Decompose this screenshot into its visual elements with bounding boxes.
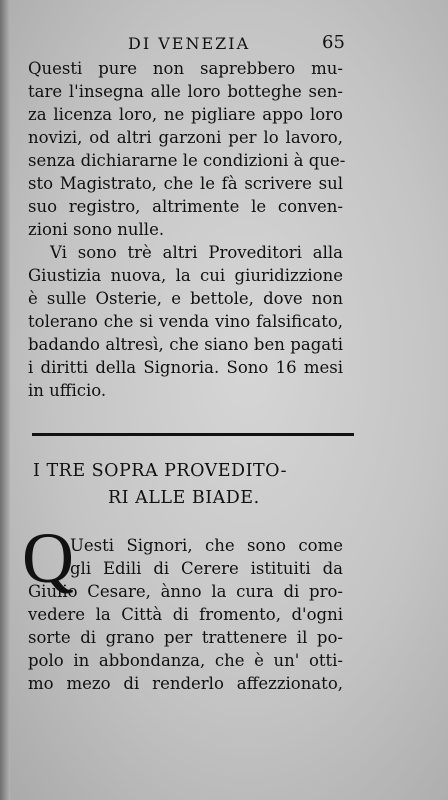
- text-line: in ufficio.: [28, 381, 107, 400]
- text-line: mo mezo di renderlo affezzionato,: [28, 674, 343, 693]
- text-line: gli Edili di Cerere istituiti da: [70, 559, 343, 578]
- text-line: Vi sono trè altri Proveditori alla: [50, 243, 343, 262]
- text-line: tolerano che si venda vino falsificato,: [28, 312, 343, 331]
- section-divider: [32, 433, 354, 436]
- text-line: vedere la Città di fromento, d'ogni: [28, 605, 343, 624]
- text-line: Uesti Signori, che sono come: [70, 536, 343, 555]
- paragraph-2: [28, 241, 343, 402]
- text-line: sto Magistrato, che le fà scrivere sul: [28, 174, 343, 193]
- heading-line: I TRE SOPRA PROVEDITO-: [33, 461, 288, 481]
- page-header: [0, 34, 448, 58]
- text-line: Questi pure non saprebbero mu-: [28, 59, 343, 78]
- drop-cap: Q: [22, 518, 74, 598]
- text-line: sorte di grano per trattenere il po-: [28, 628, 343, 647]
- page-number: 65: [322, 32, 345, 53]
- text-line: i diritti della Signoria. Sono 16 mesi: [28, 358, 343, 377]
- paragraph-1: [28, 57, 346, 241]
- heading-line: RI ALLE BIADE.: [108, 488, 260, 508]
- text-line: Giulio Cesare, ànno la cura di pro-: [28, 582, 343, 601]
- running-head: DI VENEZIA: [128, 34, 251, 53]
- text-line: za licenza loro, ne pigliare appo loro: [28, 105, 343, 124]
- text-line: polo in abbondanza, che è un' otti-: [28, 651, 343, 670]
- text-line: Giustizia nuova, la cui giuridizzione: [28, 266, 343, 285]
- text-line: tare l'insegna alle loro botteghe sen-: [28, 82, 343, 101]
- page-edge: [0, 0, 10, 800]
- text-line: suo registro, altrimente le conven-: [28, 197, 343, 216]
- section-heading: [33, 458, 343, 512]
- text-line: senza dichiararne le condizioni à que-: [28, 151, 346, 170]
- text-line: zioni sono nulle.: [28, 220, 165, 239]
- text-line: è sulle Osterie, e bettole, dove non: [28, 289, 343, 308]
- text-line: badando altresì, che siano ben pagati: [28, 335, 343, 354]
- text-line: novizi, od altri garzoni per lo lavoro,: [28, 128, 343, 147]
- paragraph-3: [28, 580, 343, 695]
- paragraph-3-indented: [70, 534, 343, 580]
